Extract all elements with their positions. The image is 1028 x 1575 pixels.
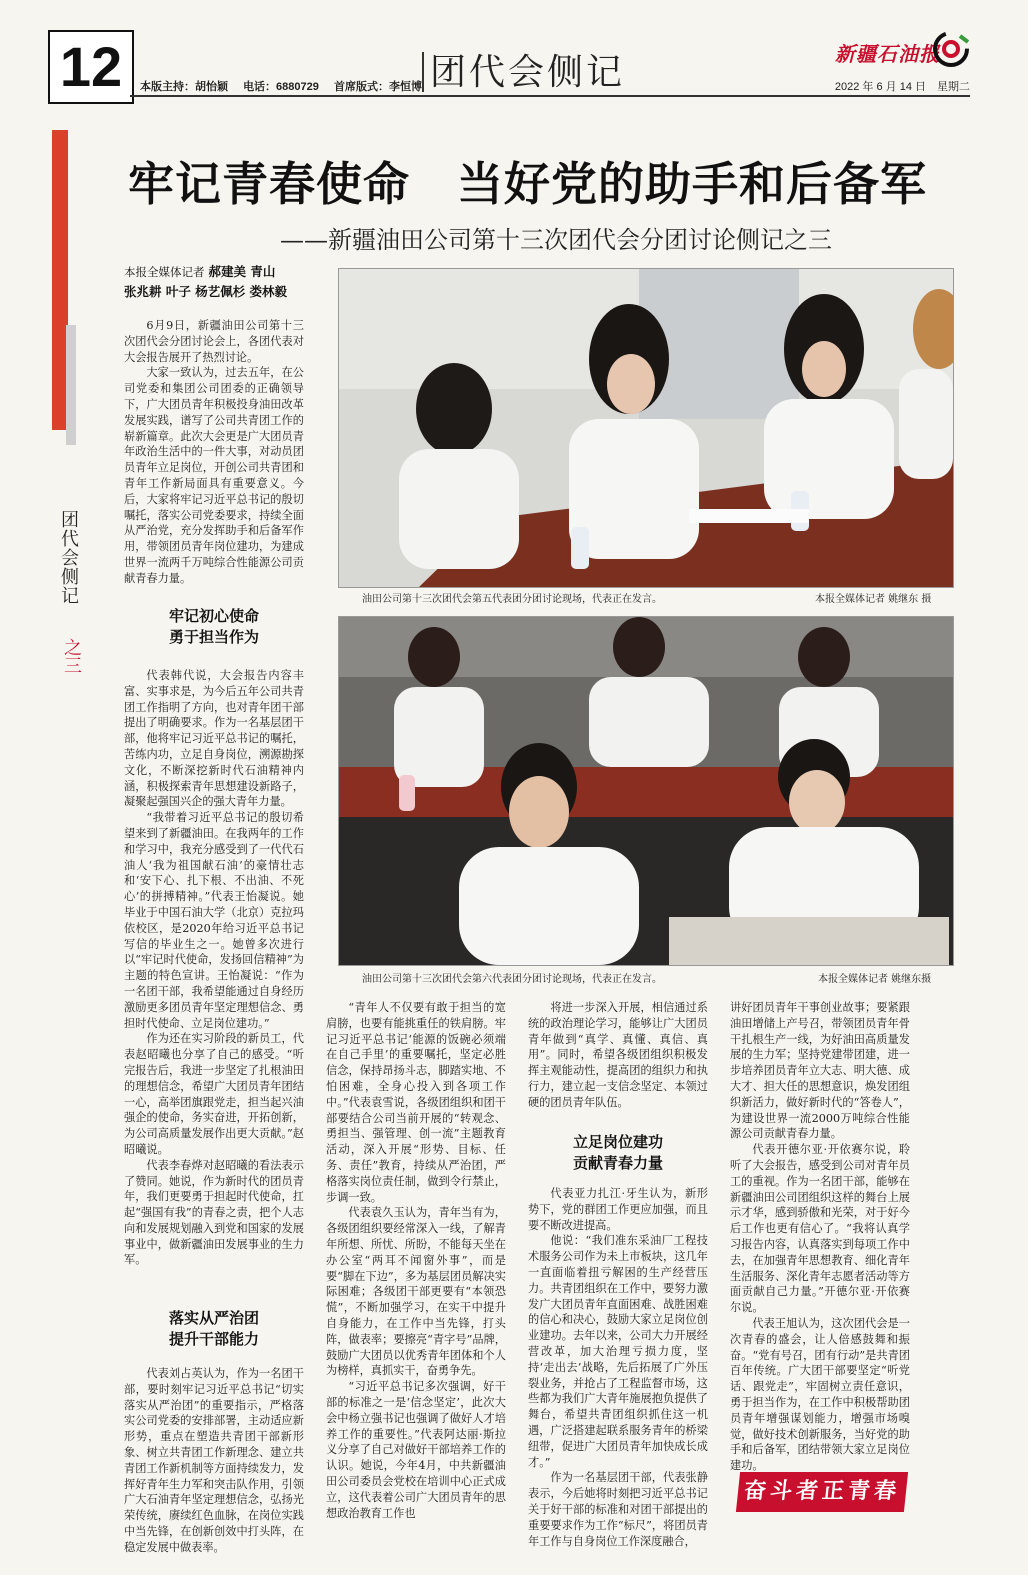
article-column-3 (326, 1000, 506, 1521)
designer-label: 首席版式：李恒博 (333, 81, 422, 93)
subhead-1: 牢记初心使命 勇于担当作为 (168, 607, 259, 646)
paragraph: “我带着习近平总书记的殷切希望来到了新疆油田。在我两年的工作和学习中，我充分感受到了一代代石油人‘我为祖国献石油’的豪情壮志和‘安下心、扎下根、不出油、不死心’的拼搏精神。”代表王怡凝说。她毕业于中国石油大学（北京）克拉玛依校区，是2020年给习近平总书记写信的毕业生之一。她曾多次进行以“牢记时代使命，发扬回信精神”为主题的特色宣讲。王怡凝说：“作为一名团干部，我希望能通过自身经历激励更多团员青年坚定理想信念、勇担时代使命、立足岗位建功。” (124, 811, 304, 1030)
side-section-label: 团代会侧记 (58, 510, 79, 605)
article-column-4a (528, 1000, 708, 1111)
photo-illustration (339, 269, 953, 587)
paragraph: “习近平总书记多次强调，好干部的标准之一是‘信念坚定’，此次大会中杨立强书记也强调了做好人才培养工作的重要性。”代表阿达丽·斯拉义分享了自己对做好干部培养工作的认识。她说，今年4月，中共新疆油田公司委员会党校在培训中心正式成立，这代表着公司广大团员青年的思想政治教育工作也 (326, 1380, 506, 1520)
paragraph: 代表刘占英认为，作为一名团干部，要时刻牢记习近平总书记“切实落实从严治团”的重要指示，严格落实公司党委的安排部署，主动适应新形势，重点在塑造共青团干部新形象、树立共青团工作新理念、建立共青团工作新机制等方面持续发力，发挥好青年生力军和突击队作用，引领广大石油青年坚定理想信念，弘扬光荣传统，赓续红色血脉，在岗位实践中当先锋，在创新创效中打头阵，在稳定发展中做表率。 (124, 1367, 304, 1554)
photo-credit-1: 本报全媒体记者 姚继东 摄 (815, 594, 932, 605)
column-stamp: 奋斗者正青春 (736, 1472, 908, 1512)
paragraph: 大家一致认为，过去五年，在公司党委和集团公司团委的正确领导下，广大团员青年积极投身油田改革发展实践，谱写了公司共青团工作的崭新篇章。此次大会更是广大团员青年政治生活中的一件大事，对动员团员青年立足岗位，开创公司共青团和青年工作新局面具有重要意义。今后，大家将牢记习近平总书记的殷切嘱托，落实公司党委要求，持续全面从严治党，充分发挥助手和后备军作用，带领团员青年岗位建功，为建成世界一流两千万吨综合性能源公司贡献青春力量。 (124, 366, 304, 585)
photo-caption-2: 油田公司第十三次团代会第六代表团分团讨论现场，代表正在发言。 (362, 974, 662, 985)
byline (124, 262, 309, 302)
paragraph: 代表袁久玉认为，青年当有为，各级团组织要经常深入一线，了解青年所想、所忧、所盼，不能每天坐在办公室“两耳不闻窗外事”，而是要“脚在下边”，多为基层团员解决实际困难；各级团干部更要有“本领恐慌”，不断加强学习，在实干中提升自身能力，在工作中当先锋，打头阵，做表率；要擦亮“青字号”品牌，鼓励广大团员以优秀青年团体和个人为榜样，真抓实干，奋勇争先。 (326, 1206, 506, 1378)
header-credits (140, 78, 434, 94)
article-column-1b (124, 668, 304, 1268)
phone-label: 电话：6880729 (243, 81, 319, 93)
host-label: 本版主持：胡怡颖 (140, 81, 228, 93)
newspaper-logo-icon (930, 28, 972, 70)
paragraph: 代表亚力扎江·牙生认为，新形势下，党的群团工作更应加强，而且要不断改进提高。 (528, 1187, 708, 1232)
article-column-4b (528, 1186, 708, 1549)
byline-names-2: 张兆耕 叶子 杨艺佩杉 娄林毅 (124, 284, 288, 299)
subhead-2: 落实从严治团 提升干部能力 (168, 1309, 259, 1348)
paragraph: “青年人不仅要有敢于担当的宽肩膀，也要有能挑重任的铁肩膀。牢记习近平总书记‘能源的饭碗必须端在自己手里’的重要嘱托，坚定必胜信念，保持昂扬斗志，脚踏实地、不怕困难，全身心投入到各项工作中。”代表袁雪说，各级团组织和团干部要结合公司当前开展的“转观念、勇担当、强管理、创一流”主题教育活动，深入开展“形势、目标、任务、责任”教育，持续从严治团，严格落实岗位责任制，做到令行禁止，步调一致。 (326, 1001, 506, 1204)
paragraph: 他说：“我们准东采油厂工程技术服务公司作为未上市板块，这几年一直面临着扭亏解困的生产经营压力。共青团组织在工作中，要努力激发广大团员青年直面困难、战胜困难的信心和决心，鼓励大家立足岗位创业建功。去年以来，公司大力开展经营改革，加大治理亏损力度，坚持‘走出去’战略，先后拓展了广外压裂业务，并抢占了工程监督市场，这些都为我们广大青年施展抱负提供了舞台，希望共青团组织抓住这一机遇，广泛搭建起联系服务青年的桥梁纽带，促进广大团员青年加快成长成才。” (528, 1234, 708, 1469)
article-column-1c (124, 1366, 304, 1556)
paragraph: 6月9日，新疆油田公司第十三次团代会分团讨论会上，各团代表对大会报告展开了热烈讨论。 (124, 319, 304, 364)
paragraph: 代表王旭认为，这次团代会是一次青春的盛会，让人倍感鼓舞和振奋。“党有号召，团有行动”是共青团百年传统。广大团干部要坚定“听党话、跟党走”，牢固树立责任意识，勇于担当作为，在工作中积极帮助团员青年增强谋划能力，增强市场嗅觉，做好技术创新服务，当好党的助手和后备军，团结带领大家立足岗位建功。 (730, 1316, 910, 1473)
paragraph: 将进一步深入开展，相信通过系统的政治理论学习，能够让广大团员青年做到“真学、真懂、真信、真用”。同时，希望各级团组织积极发挥主观能动性，提高团的组织力和执行力，建立起一支信念坚定、本领过硬的团员青年队伍。 (528, 1001, 708, 1109)
section-title: 团代会侧记 (430, 52, 626, 93)
photo-credit-2: 本报全媒体记者 姚继东摄 (818, 974, 932, 985)
paragraph: 代表韩代说，大会报告内容丰富、实事求是，为今后五年公司共青团工作指明了方向，也对青年团干部提出了明确要求。作为一名基层团干部，他将牢记习近平总书记的嘱托，苦练内功，立足自身岗位，溯源勘探文化，不断深挖新时代石油精神内涵，积极探索青年思想建设新路子，凝聚起强国兴企的强大青年力量。 (124, 669, 304, 809)
paragraph: 讲好团员青年干事创业故事；要紧跟油田增储上产号召，带领团员青年骨干扎根生产一线，为好油田高质量发展的生力军；坚持党建带团建，进一步培养团员青年立大志、明大德、成大才、担大任的思想意识，焕发团组织新活力，做好新时代的“答卷人”，为建设世界一流2000万吨综合性能源公司贡献青春力量。 (730, 1001, 910, 1141)
paragraph: 作为还在实习阶段的新员工，代表赵昭曦也分享了自己的感受。“听完报告后，我进一步坚定了扎根油田的理想信念，希望广大团员青年团结一心，高举团旗跟党走，担当起兴油强企的使命，务实奋进，开拓创新，为公司高质量发展作出更大贡献。”赵昭曦说。 (124, 1032, 304, 1156)
gray-accent-bar (66, 325, 76, 445)
header-rule (130, 95, 970, 97)
newspaper-logo-text: 新疆石油报 (835, 42, 940, 66)
side-section-sub: 之三 (61, 638, 82, 674)
article-column-5 (730, 1000, 910, 1474)
photo-delegation-6 (338, 616, 954, 966)
byline-prefix: 本报全媒体记者 (124, 265, 205, 279)
paragraph: 作为一名基层团干部，代表张静表示，今后她将时刻把习近平总书记关于好干部的标准和对团干部提出的重要要求作为工作“标尺”，将团员青年工作与自身岗位工作深度融合， (528, 1471, 708, 1548)
subheadline: ——新疆油田公司第十三次团代会分团讨论侧记之三 (280, 226, 832, 254)
headline: 牢记青春使命 当好党的助手和后备军 (128, 157, 927, 211)
byline-names-1: 郝建美 青山 (208, 264, 276, 279)
photo-delegation-5 (338, 268, 954, 588)
issue-date: 2022 年 6 月 14 日 星期二 (834, 81, 970, 93)
page-number: 12 (48, 30, 134, 104)
paragraph: 代表开德尔亚·开依赛尔说，聆听了大会报告，感受到公司对青年员工的重视。作为一名团干部，能够在新疆油田公司团组织这样的舞台上展示才华，感到骄傲和光荣，对于好今后工作也更有信心了。“我将认真学习报告内容，认真落实到每项工作中去，在加强青年思想教育、细化青年生活服务、深化青年志愿者活动等方面贡献自己力量。”开德尔亚·开依赛尔说。 (730, 1143, 910, 1315)
paragraph: 代表李春烨对赵昭曦的看法表示了赞同。她说，作为新时代的团员青年，我们更要勇于担起时代使命，扛起“强国有我”的青春之责，把个人志向和发展规划融入到党和国家的发展事业中，做新疆油田发展事业的生力军。 (124, 1158, 304, 1267)
article-column-1a (124, 318, 304, 587)
subhead-3: 立足岗位建功 贡献青春力量 (572, 1133, 663, 1172)
photo-caption-1: 油田公司第十三次团代会第五代表团分团讨论现场，代表正在发言。 (362, 594, 662, 605)
photo-illustration (339, 617, 953, 965)
